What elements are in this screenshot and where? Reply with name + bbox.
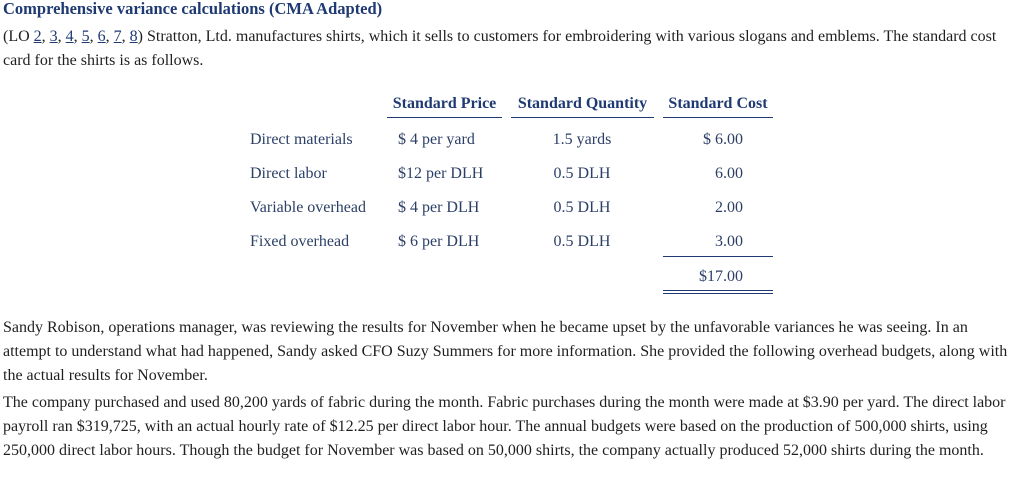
- intro-paragraph: (LO 2, 3, 4, 5, 6, 7, 8) Stratton, Ltd. manufactures shirts, which it sells to customers for embroidering with various slogans and emblems. The standard cost card for the shirts is as follows.: [3, 28, 997, 69]
- intro-text: Stratton, Ltd. manufactures shirts, which it sells to customers for embroidering with various slogans and emblems. The standard cost card for the shirts is as follows.: [3, 28, 997, 69]
- price-direct-materials: $ 4 per yard: [398, 131, 475, 148]
- total-double-rule-top: [663, 290, 773, 291]
- row-label-direct-labor: Direct labor: [250, 165, 327, 182]
- row-label-variable-overhead: Variable overhead: [250, 199, 366, 216]
- cost-variable-overhead: 2.00: [715, 199, 743, 216]
- lo-link-3[interactable]: 3: [49, 28, 58, 45]
- paragraph-company-purchases: The company purchased and used 80,200 yards of fabric during the month. Fabric purchases during the month were made at $3.90 per yard. The direct labor payroll ran $319,725, with an actual hourly rate of $12.25 per direct labor hour. The annual budgets were based on the production of 500,000 shirts, using 250,000 direct labor hours. Though the budget for November was based on 50,000 shirts, the company actually produced 52,000 shirts during the month.: [3, 394, 1006, 459]
- total-standard-cost: $17.00: [699, 268, 743, 285]
- quantity-direct-labor: 0.5 DLH: [553, 165, 611, 182]
- price-fixed-overhead: $ 6 per DLH: [398, 233, 480, 250]
- lo-link-5[interactable]: 5: [81, 28, 90, 45]
- lo-link-2[interactable]: 2: [33, 28, 42, 45]
- quantity-fixed-overhead: 0.5 DLH: [553, 233, 611, 250]
- quantity-variable-overhead: 0.5 DLH: [553, 199, 611, 216]
- lo-suffix: ): [137, 28, 143, 45]
- cost-direct-materials: $ 6.00: [703, 131, 743, 148]
- paragraph-sandy-robison: Sandy Robison, operations manager, was reviewing the results for November when he became upset by the unfavorable variances he was seeing. In an attempt to understand what had happened, Sandy asked CFO Suzy Summers for more information. She provided the following overhead budgets, along with the actual results for November.: [3, 319, 1008, 384]
- quantity-direct-materials: 1.5 yards: [552, 131, 612, 148]
- subtotal-rule: [663, 256, 773, 257]
- lo-link-6[interactable]: 6: [97, 28, 106, 45]
- row-label-fixed-overhead: Fixed overhead: [250, 233, 350, 250]
- lo-link-4[interactable]: 4: [65, 28, 74, 45]
- problem-title: Comprehensive variance calculations (CMA Adapted): [3, 0, 383, 18]
- lo-prefix: (LO: [3, 28, 34, 45]
- row-label-direct-materials: Direct materials: [250, 131, 353, 148]
- total-double-rule-bottom: [663, 293, 773, 294]
- lo-link-7[interactable]: 7: [113, 28, 122, 45]
- cost-direct-labor: 6.00: [715, 165, 743, 182]
- header-standard-quantity: Standard Quantity: [511, 95, 654, 118]
- header-standard-price: Standard Price: [387, 95, 502, 118]
- price-variable-overhead: $ 4 per DLH: [398, 199, 480, 216]
- price-direct-labor: $12 per DLH: [398, 165, 484, 182]
- header-standard-cost: Standard Cost: [663, 95, 773, 118]
- lo-link-8[interactable]: 8: [129, 28, 138, 45]
- cost-fixed-overhead: 3.00: [715, 233, 743, 250]
